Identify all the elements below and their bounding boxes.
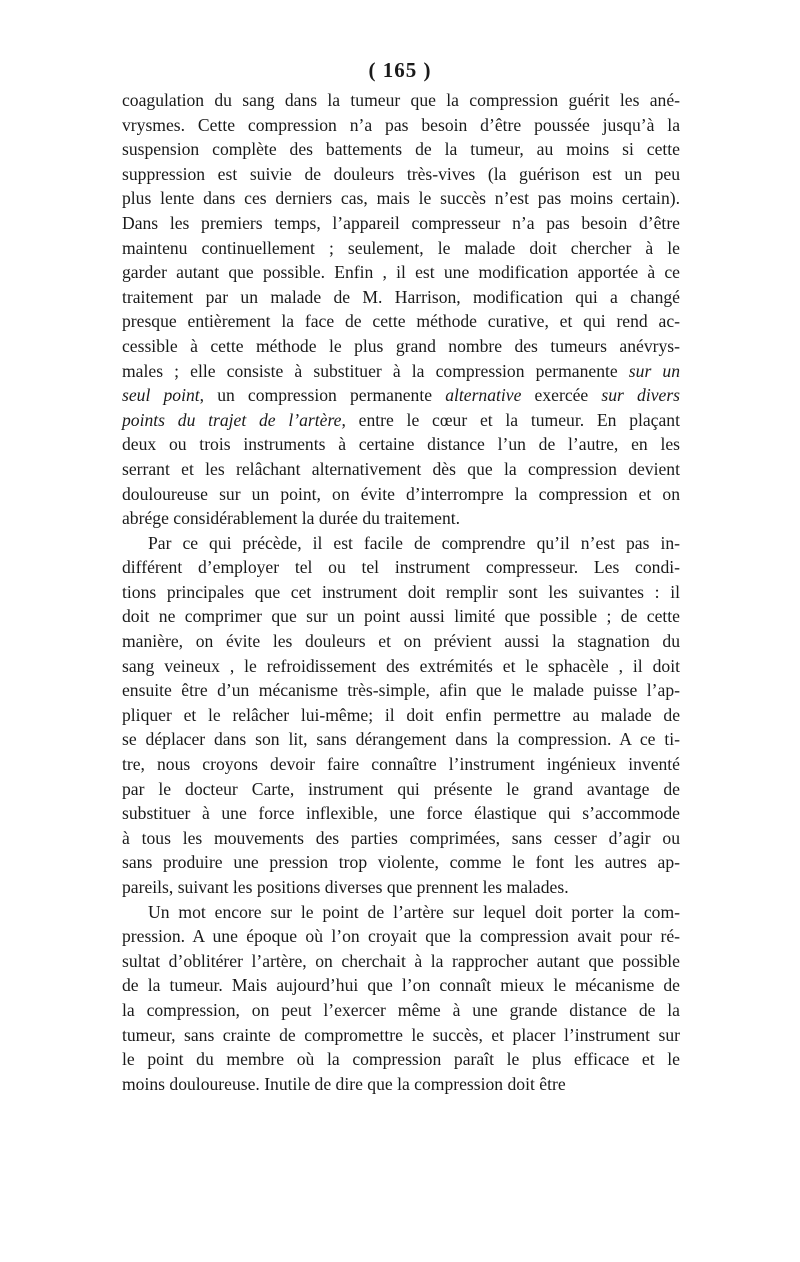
text-line: serrant et les relâchant alternativement dès que la compression devient — [122, 458, 680, 479]
text-line: vrysmes. Cette compression n’a pas besoin d’être poussée jusqu’à la — [122, 114, 680, 135]
text-line: sang veineux , le refroidissement des extrémités et le sphacèle , il doit — [122, 655, 680, 676]
text-line: doit ne comprimer que sur un point aussi limité que possible ; de cette — [122, 606, 680, 627]
paragraph — [122, 88, 680, 531]
text-line: maintenu continuellement ; seulement, le malade doit chercher à le — [122, 237, 680, 258]
text-line: tumeur, sans crainte de compromettre le succès, et placer l’instrument sur — [122, 1024, 680, 1045]
text-line: pression. A une époque où l’on croyait que la compression avait pour ré- — [122, 926, 680, 947]
page-number: ( 165 ) — [368, 58, 432, 82]
text-line: tions principales que cet instrument doit remplir sont les suivantes : il — [122, 581, 680, 602]
text-line: deux ou trois instruments à certaine distance l’un de l’autre, en les — [122, 434, 680, 455]
text-line: presque entièrement la face de cette méthode curative, et qui rend ac- — [122, 311, 680, 332]
text-line: cessible à cette méthode le plus grand nombre des tumeurs anévrys- — [122, 335, 680, 356]
text-line: tre, nous croyons devoir faire connaître l’instrument ingénieux inventé — [122, 754, 680, 775]
text-line: pareils, suivant les positions diverses que prennent les malades. — [122, 877, 569, 897]
text-line: traitement par un malade de M. Harrison, modification qui a changé — [122, 286, 680, 307]
text-line: suspension complète des battements de la tumeur, au moins si cette — [122, 139, 680, 160]
text-line: coagulation du sang dans la tumeur que la compression guérit les ané- — [122, 90, 680, 110]
text-line: moins douloureuse. Inutile de dire que la compression doit être — [122, 1073, 566, 1094]
text-line: se déplacer dans son lit, sans dérangement dans la compression. A ce ti- — [122, 729, 680, 750]
text-line: sans produire une pression trop violente, comme le font les autres ap- — [122, 852, 680, 873]
text-line: différent d’employer tel ou tel instrument compresseur. Les condi- — [122, 557, 680, 578]
text-line: males ; elle consiste à substituer à la compression permanente sur un — [122, 360, 680, 381]
body-text — [122, 88, 680, 1096]
text-line: de la tumeur. Mais aujourd’hui que l’on connaît mieux le mécanisme de — [122, 975, 680, 996]
text-line: ensuite être d’un mécanisme très-simple, afin que le malade puisse l’ap- — [122, 680, 680, 701]
text-line: douloureuse sur un point, on évite d’interrompre la compression et on — [122, 483, 680, 504]
text-line: à tous les mouvements des parties comprimées, sans cesser d’agir ou — [122, 827, 680, 848]
paragraph — [122, 531, 680, 900]
text-line: sultat d’oblitérer l’artère, on cherchait à la rapprocher autant que possible — [122, 950, 680, 971]
text-line: garder autant que possible. Enfin , il est une modification apportée à ce — [122, 262, 680, 283]
text-line: par le docteur Carte, instrument qui présente le grand avantage de — [122, 778, 680, 799]
text-line: Par ce qui précède, il est facile de comprendre qu’il n’est pas in- — [148, 532, 680, 553]
text-line: plus lente dans ces derniers cas, mais le succès n’est pas moins certain). — [122, 188, 680, 209]
text-line: substituer à une force inflexible, une force élastique qui s’accommode — [122, 803, 680, 824]
text-line: Un mot encore sur le point de l’artère sur lequel doit porter la com- — [148, 901, 680, 922]
text-line: le point du membre où la compression paraît le plus efficace et le — [122, 1049, 680, 1070]
paragraph — [122, 900, 680, 1097]
text-line: Dans les premiers temps, l’appareil compresseur n’a pas besoin d’être — [122, 212, 680, 233]
text-line: abrége considérablement la durée du traitement. — [122, 508, 461, 529]
text-line: manière, on évite les douleurs et on prévient aussi la stagnation du — [122, 631, 680, 652]
text-line: la compression, on peut l’exercer même à une grande distance de la — [122, 999, 680, 1020]
text-line: seul point, un compression permanente alternative exercée sur divers — [122, 385, 681, 406]
text-line: suppression est suivie de douleurs très-vives (la guérison est un peu — [122, 163, 680, 184]
text-line: pliquer et le relâcher lui-même; il doit enfin permettre au malade de — [122, 704, 680, 725]
text-line: points du trajet de l’artère, entre le cœur et la tumeur. En plaçant — [122, 409, 680, 430]
